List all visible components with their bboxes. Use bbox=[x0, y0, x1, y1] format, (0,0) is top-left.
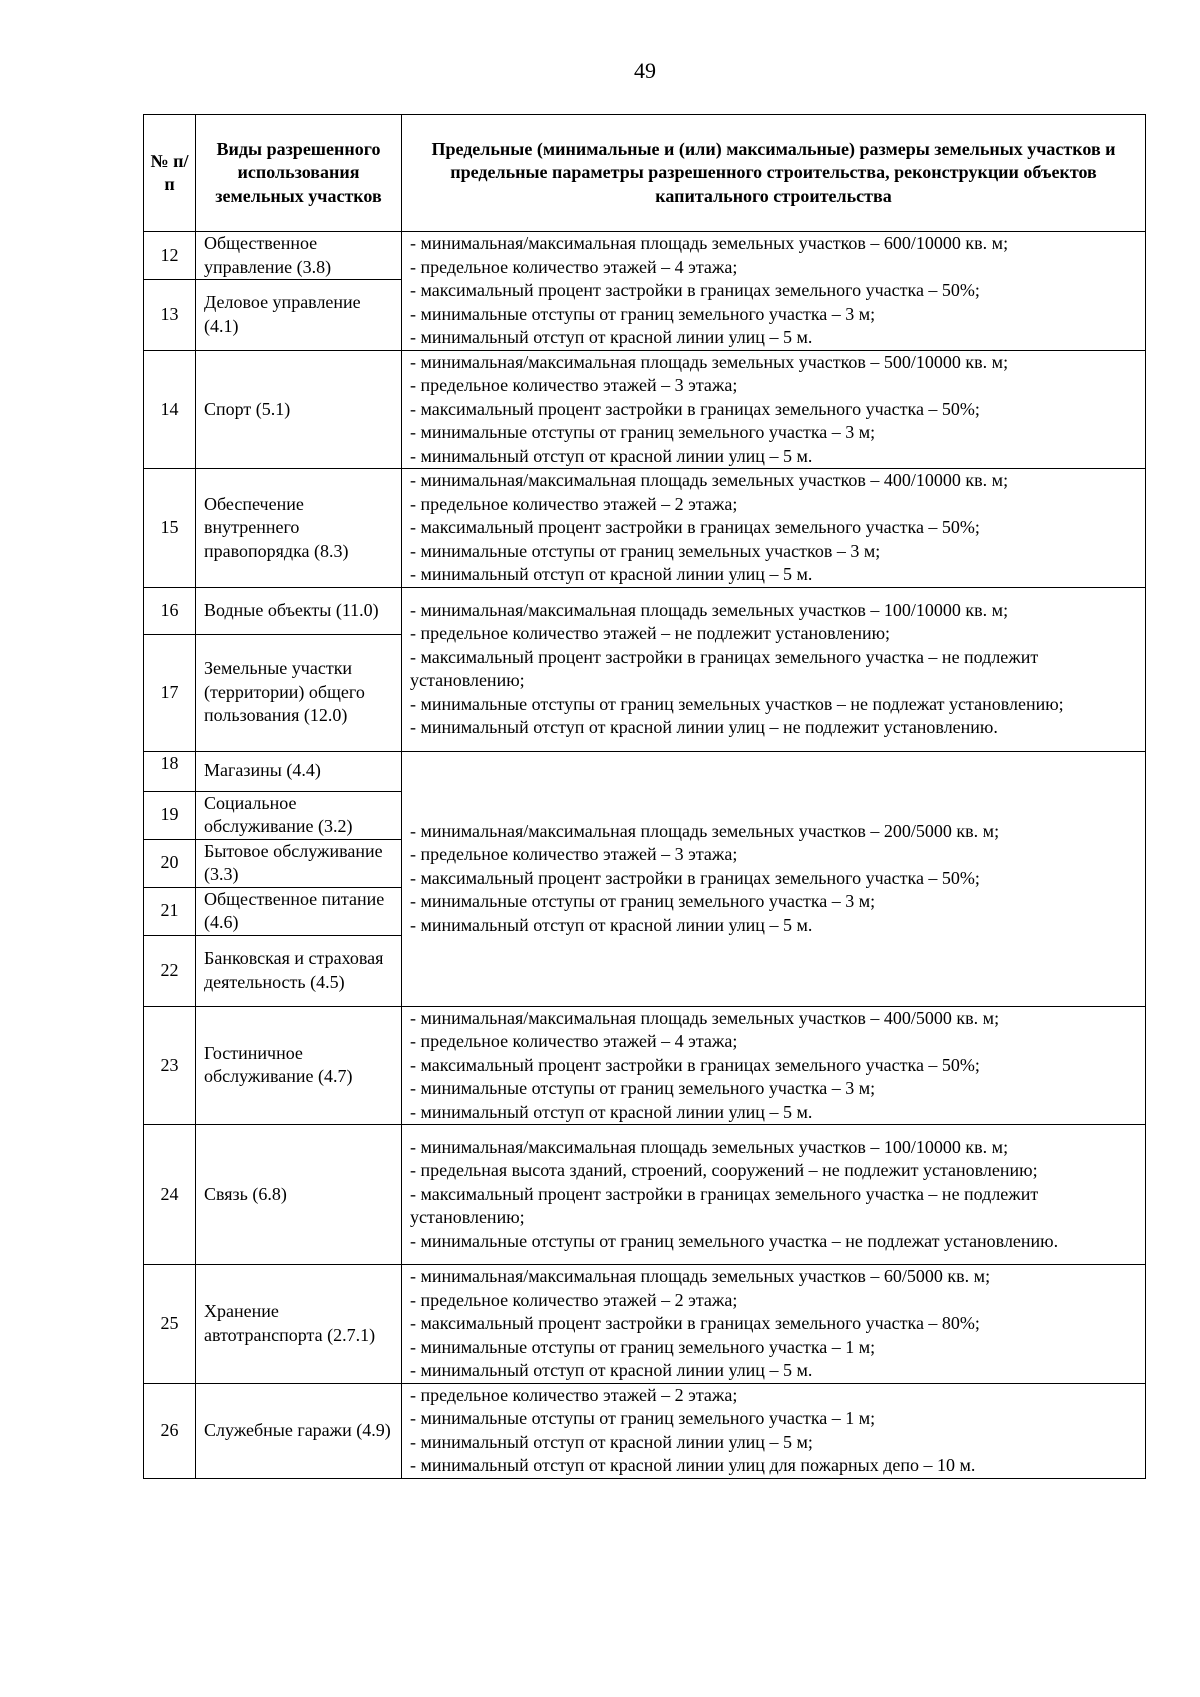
row-number: 17 bbox=[144, 634, 196, 751]
table-row bbox=[144, 587, 1146, 634]
parameter-line: - минимальная/максимальная площадь земельных участков – 200/5000 кв. м; bbox=[410, 820, 1000, 841]
parameters-cell bbox=[402, 1265, 1146, 1384]
parameter-line: - максимальный процент застройки в границах земельного участка – 80%; bbox=[410, 1313, 980, 1333]
parameter-line: - предельная высота зданий, строений, сооружений – не подлежит установлению; bbox=[410, 1160, 1038, 1181]
parameters-cell bbox=[402, 751, 1146, 1006]
row-number: 23 bbox=[144, 1006, 196, 1125]
parameter-line: - минимальный отступ от красной линии улиц – 5 м. bbox=[410, 1101, 813, 1122]
header-num: № п/п bbox=[144, 115, 196, 232]
header-parameters: Предельные (минимальные и (или) максимальные) размеры земельных участков и предельные параметры разрешенного строительства, реконструкции объектов капитального строительства bbox=[402, 115, 1146, 232]
parameter-line: - минимальный отступ от красной линии улиц – 5 м. bbox=[410, 1360, 813, 1380]
header-use-type: Виды разрешенного использования земельных участков bbox=[196, 115, 402, 232]
parameter-line: - минимальная/максимальная площадь земельных участков – 400/10000 кв. м; bbox=[410, 470, 1009, 490]
row-number: 21 bbox=[144, 887, 196, 935]
parameter-line: - предельное количество этажей – 3 этажа; bbox=[410, 375, 738, 395]
use-type: Бытовое обслуживание (3.3) bbox=[196, 839, 402, 887]
parameter-line: - предельное количество этажей – 2 этажа; bbox=[410, 1384, 738, 1405]
row-number: 19 bbox=[144, 791, 196, 839]
row-number: 25 bbox=[144, 1265, 196, 1384]
parameter-line: - минимальная/максимальная площадь земельных участков – 60/5000 кв. м; bbox=[410, 1266, 991, 1286]
parameter-line: - минимальный отступ от красной линии улиц – не подлежит установлению. bbox=[410, 717, 998, 737]
use-type: Спорт (5.1) bbox=[196, 350, 402, 469]
parameters-cell bbox=[402, 469, 1146, 588]
parameter-line: - минимальная/максимальная площадь земельных участков – 400/5000 кв. м; bbox=[410, 1007, 1000, 1028]
parameters-cell bbox=[402, 232, 1146, 351]
parameter-line: - минимальные отступы от границ земельного участка – 3 м; bbox=[410, 891, 876, 912]
parameter-line: - минимальная/максимальная площадь земельных участков – 500/10000 кв. м; bbox=[410, 351, 1009, 372]
parameter-line: - минимальный отступ от красной линии улиц – 5 м; bbox=[410, 1431, 813, 1452]
table-row bbox=[144, 1265, 1146, 1384]
parameters-cell bbox=[402, 1125, 1146, 1265]
parameter-line: - минимальные отступы от границ земельного участка – 1 м; bbox=[410, 1336, 876, 1357]
regulations-table bbox=[143, 114, 1146, 1479]
use-type: Служебные гаражи (4.9) bbox=[196, 1383, 402, 1478]
table-row bbox=[144, 469, 1146, 588]
parameters-cell bbox=[402, 350, 1146, 469]
table-row bbox=[144, 232, 1146, 280]
table-header-row bbox=[144, 115, 1146, 232]
use-type: Связь (6.8) bbox=[196, 1125, 402, 1265]
parameter-line: - максимальный процент застройки в границах земельного участка – 50%; bbox=[410, 517, 980, 537]
table-row bbox=[144, 350, 1146, 469]
use-type: Обеспечение внутреннего правопорядка (8.3) bbox=[196, 469, 402, 588]
parameter-line: - минимальные отступы от границ земельных участков – не подлежат установлению; bbox=[410, 693, 1064, 714]
parameter-line: - минимальные отступы от границ земельного участка – не подлежат установлению. bbox=[410, 1230, 1059, 1251]
row-number: 13 bbox=[144, 280, 196, 350]
row-number: 16 bbox=[144, 587, 196, 634]
parameter-line: - предельное количество этажей – не подлежит установлению; bbox=[410, 623, 891, 643]
parameters-cell bbox=[402, 1006, 1146, 1125]
table-row bbox=[144, 1006, 1146, 1125]
parameter-line: - максимальный процент застройки в границах земельного участка – 50%; bbox=[410, 867, 980, 888]
row-number: 26 bbox=[144, 1383, 196, 1478]
parameter-line: - максимальный процент застройки в границах земельного участка – 50%; bbox=[410, 398, 980, 419]
parameter-line: - минимальная/максимальная площадь земельных участков – 600/10000 кв. м; bbox=[410, 233, 1009, 253]
use-type: Магазины (4.4) bbox=[196, 751, 402, 791]
row-number: 12 bbox=[144, 232, 196, 280]
parameter-line: - минимальная/максимальная площадь земельных участков – 100/10000 кв. м; bbox=[410, 599, 1009, 620]
parameter-line: - максимальный процент застройки в границах земельного участка – не подлежит установлению; bbox=[410, 1183, 1039, 1228]
parameter-line: - минимальные отступы от границ земельного участка – 3 м; bbox=[410, 303, 876, 324]
parameter-line: - минимальные отступы от границ земельного участка – 3 м; bbox=[410, 422, 876, 442]
parameter-line: - минимальный отступ от красной линии улиц – 5 м. bbox=[410, 564, 813, 584]
page-number: 49 bbox=[634, 58, 656, 83]
parameter-line: - максимальный процент застройки в границах земельного участка – 50%; bbox=[410, 1054, 980, 1075]
row-number: 20 bbox=[144, 839, 196, 887]
parameter-line: - минимальный отступ от красной линии улиц – 5 м. bbox=[410, 914, 813, 935]
parameters-cell bbox=[402, 1383, 1146, 1478]
parameter-line: - минимальная/максимальная площадь земельных участков – 100/10000 кв. м; bbox=[410, 1136, 1009, 1157]
use-type: Социальное обслуживание (3.2) bbox=[196, 791, 402, 839]
table-row bbox=[144, 1383, 1146, 1478]
parameter-line: - предельное количество этажей – 4 этажа; bbox=[410, 256, 738, 277]
use-type: Общественное питание (4.6) bbox=[196, 887, 402, 935]
table-row bbox=[144, 751, 1146, 791]
parameter-line: - предельное количество этажей – 2 этажа; bbox=[410, 493, 738, 514]
row-number: 24 bbox=[144, 1125, 196, 1265]
use-type: Гостиничное обслуживание (4.7) bbox=[196, 1006, 402, 1125]
parameter-line: - минимальные отступы от границ земельных участков – 3 м; bbox=[410, 540, 881, 561]
parameter-line: - минимальный отступ от красной линии улиц для пожарных депо – 10 м. bbox=[410, 1455, 976, 1475]
use-type: Хранение автотранспорта (2.7.1) bbox=[196, 1265, 402, 1384]
use-type: Деловое управление (4.1) bbox=[196, 280, 402, 350]
parameter-line: - предельное количество этажей – 2 этажа; bbox=[410, 1289, 738, 1310]
row-number: 14 bbox=[144, 350, 196, 469]
use-type: Земельные участки (территории) общего пользования (12.0) bbox=[196, 634, 402, 751]
parameter-line: - минимальные отступы от границ земельного участка – 1 м; bbox=[410, 1408, 876, 1428]
parameter-line: - минимальный отступ от красной линии улиц – 5 м. bbox=[410, 445, 813, 466]
parameter-line: - предельное количество этажей – 3 этажа; bbox=[410, 844, 738, 865]
parameter-line: - максимальный процент застройки в границах земельного участка – не подлежит установлению; bbox=[410, 646, 1039, 690]
row-number: 22 bbox=[144, 935, 196, 1006]
use-type: Банковская и страховая деятельность (4.5) bbox=[196, 935, 402, 1006]
parameters-cell bbox=[402, 587, 1146, 751]
row-number: 18 bbox=[144, 751, 196, 791]
row-number: 15 bbox=[144, 469, 196, 588]
table-row bbox=[144, 1125, 1146, 1265]
use-type: Водные объекты (11.0) bbox=[196, 587, 402, 634]
parameter-line: - максимальный процент застройки в границах земельного участка – 50%; bbox=[410, 280, 980, 300]
parameter-line: - минимальный отступ от красной линии улиц – 5 м. bbox=[410, 327, 813, 347]
parameter-line: - минимальные отступы от границ земельного участка – 3 м; bbox=[410, 1078, 876, 1098]
parameter-line: - предельное количество этажей – 4 этажа; bbox=[410, 1031, 738, 1051]
use-type: Общественное управление (3.8) bbox=[196, 232, 402, 280]
